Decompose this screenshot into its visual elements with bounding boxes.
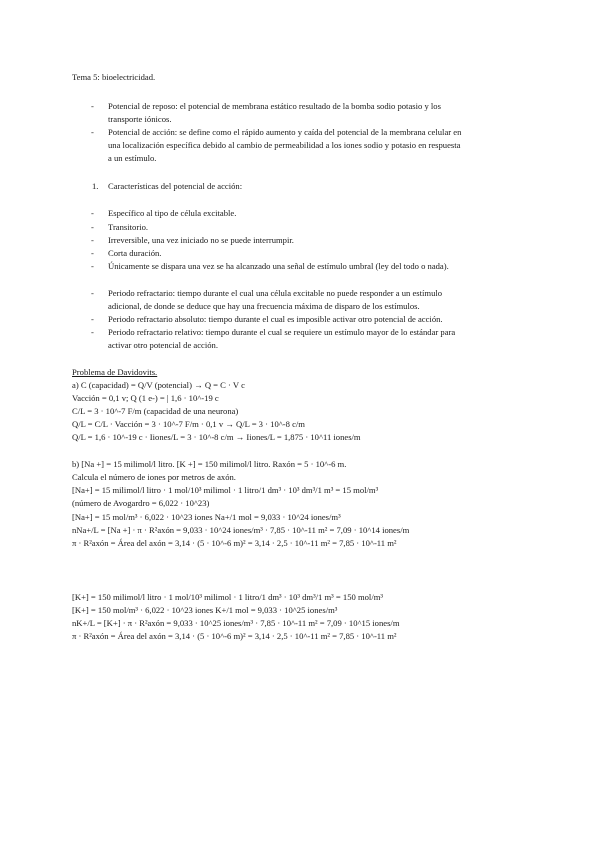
- part-k-line: π · R²axón = Área del axón = 3,14 · (5 · 10^-6 m)² = 3,14 · 2,5 · 10^-11 m² = 7,85 · 10^-11 m²: [72, 631, 397, 641]
- part-b-line: π · R²axón = Área del axón = 3,14 · (5 · 10^-6 m)² = 3,14 · 2,5 · 10^-11 m² = 7,85 · 10^-11 m²: [72, 538, 397, 548]
- characteristic-item: Irreversible, una vez iniciado no se puede interrumpir.: [108, 235, 294, 245]
- bullet-marker: -: [91, 127, 94, 137]
- bullet-marker: -: [91, 101, 94, 111]
- part-a-line: Vacción = 0,1 v; Q (1 e-) = | 1,6 · 10^-19 c: [72, 393, 219, 403]
- section-number: 1.: [92, 181, 99, 191]
- bullet-marker: -: [91, 248, 94, 258]
- potencial-accion-line-1: Potencial de acción: se define como el rápido aumento y caída del potencial de la membrana celular en: [108, 127, 462, 137]
- bullet-marker: -: [91, 314, 94, 324]
- part-b-line: nNa+/L = [Na +] · π · R²axón = 9,033 · 10^24 iones/m³ · 7,85 · 10^-11 m² = 7,09 · 10^14 iones/m: [72, 525, 410, 535]
- problem-title: Problema de Davidovits.: [72, 367, 158, 377]
- periodo-absoluto-line: Periodo refractario absoluto: tiempo durante el cual es imposible activar otro potencial de acción.: [108, 314, 443, 324]
- part-k-line: [K+] = 150 milimol/l litro · 1 mol/10³ milimol · 1 litro/1 dm³ · 10³ dm³/1 m³ = 150 mol/m³: [72, 592, 383, 602]
- bullet-marker: -: [91, 327, 94, 337]
- bullet-marker: -: [91, 261, 94, 271]
- part-k-line: nK+/L = [K+] · π · R²axón = 9,033 · 10^25 iones/m³ · 7,85 · 10^-11 m² = 7,09 · 10^15 iones/m: [72, 618, 400, 628]
- part-b-line: b) [Na +] = 15 milimol/l litro. [K +] = 150 milimol/l litro. Raxón = 5 · 10^-6 m.: [72, 459, 347, 469]
- part-k-line: [K+] = 150 mol/m³ · 6,022 · 10^23 iones K+/1 mol = 9,033 · 10^25 iones/m³: [72, 605, 338, 615]
- potencial-reposo-line-2: transporte iónicos.: [108, 114, 172, 124]
- characteristic-item: Únicamente se dispara una vez se ha alcanzado una señal de estímulo umbral (ley del todo o nada).: [108, 261, 449, 271]
- part-a-line: a) C (capacidad) = Q/V (potencial) → Q = C · V c: [72, 380, 245, 390]
- section-heading: Características del potencial de acción:: [108, 181, 243, 191]
- document-title: Tema 5: bioelectricidad.: [72, 72, 156, 82]
- periodo-relativo-line-1: Periodo refractario relativo: tiempo durante el cual se requiere un estímulo mayor de lo estándar para: [108, 327, 456, 337]
- potencial-reposo-line-1: Potencial de reposo: el potencial de membrana estático resultado de la bomba sodio potasio y los: [108, 101, 441, 111]
- periodo-relativo-line-2: activar otro potencial de acción.: [108, 340, 218, 350]
- part-b-line: Calcula el número de iones por metros de axón.: [72, 472, 236, 482]
- potencial-accion-line-3: a un estímulo.: [108, 153, 157, 163]
- potencial-accion-line-2: una localización específica debido al cambio de permeabilidad a los iones sodio y potasio en respuesta: [108, 140, 461, 150]
- bullet-marker: -: [91, 235, 94, 245]
- bullet-marker: -: [91, 288, 94, 298]
- part-a-line: C/L = 3 · 10^-7 F/m (capacidad de una neurona): [72, 406, 239, 416]
- characteristic-item: Específico al tipo de célula excitable.: [108, 208, 237, 218]
- part-b-line: [Na+] = 15 mol/m³ · 6,022 · 10^23 iones Na+/1 mol = 9,033 · 10^24 iones/m³: [72, 512, 341, 522]
- periodo-refractario-line-2: adicional, de donde se deduce que hay una frecuencia máxima de disparo de los estímulos.: [108, 301, 420, 311]
- characteristic-item: Transitorio.: [108, 222, 149, 232]
- part-a-line: Q/L = C/L · Vacción = 3 · 10^-7 F/m · 0,1 v → Q/L = 3 · 10^-8 c/m: [72, 419, 305, 429]
- bullet-marker: -: [91, 222, 94, 232]
- periodo-refractario-line-1: Periodo refractario: tiempo durante el cual una célula excitable no puede responder a un estímulo: [108, 288, 443, 298]
- part-b-line: [Na+] = 15 milimol/l litro · 1 mol/10³ milimol · 1 litro/1 dm³ · 10³ dm³/1 m³ = 15 mol/m³: [72, 485, 379, 495]
- bullet-marker: -: [91, 208, 94, 218]
- characteristic-item: Corta duración.: [108, 248, 162, 258]
- part-a-line: Q/L = 1,6 · 10^-19 c · Iiones/L = 3 · 10^-8 c/m → Iiones/L = 1,875 · 10^11 iones/m: [72, 432, 361, 442]
- part-b-line: (número de Avogardro = 6,022 · 10^23): [72, 498, 210, 508]
